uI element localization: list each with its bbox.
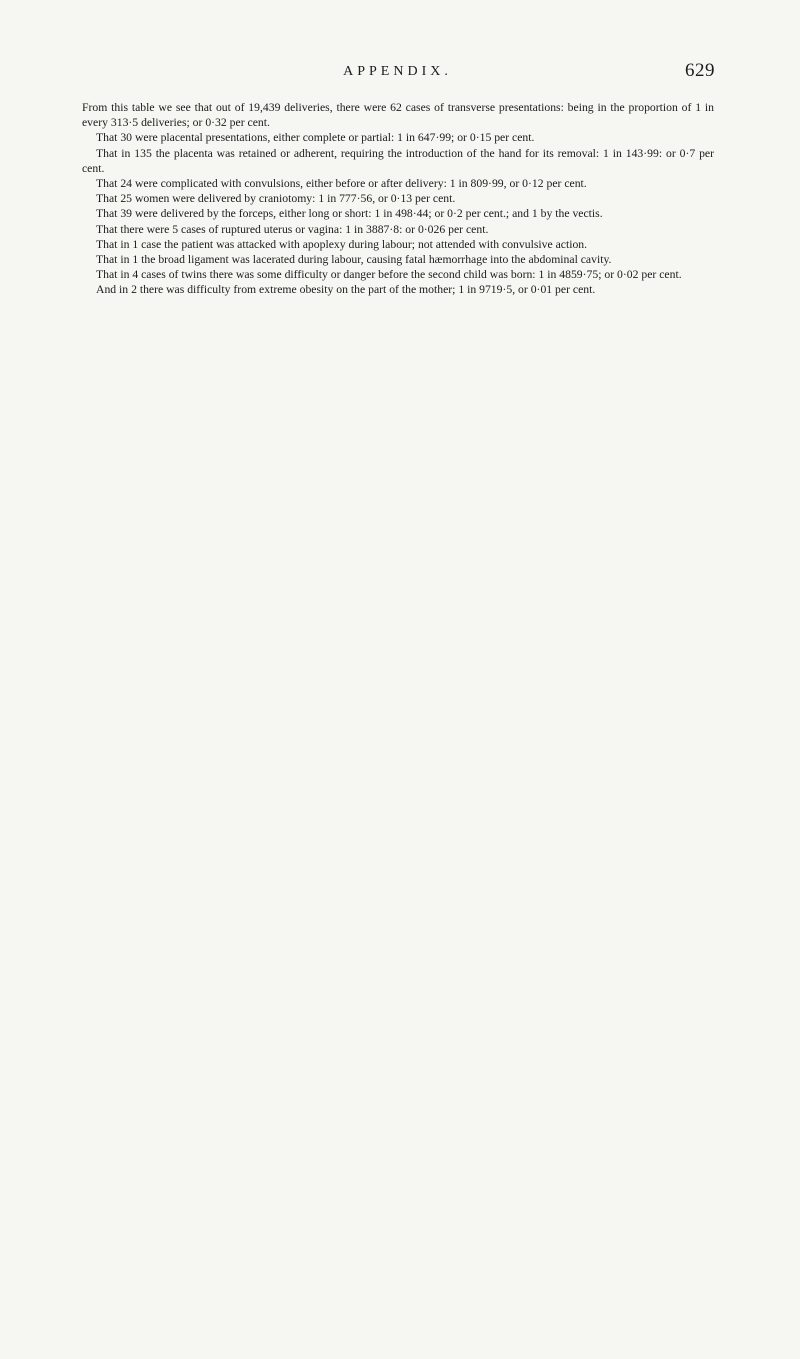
paragraph-apoplexy: That in 1 case the patient was attacked with apoplexy during labour; not attended with convulsive action. xyxy=(96,237,588,251)
paragraph-craniotomy: That 25 women were delivered by craniotomy: 1 in 777·56, or 0·13 per cent. xyxy=(96,192,456,206)
page-number: 629 xyxy=(685,60,715,81)
paragraph-placental-presentations: That 30 were placental presentations, either complete or partial: 1 in 647·99; or 0·15 per cent. xyxy=(96,131,535,145)
paragraph-intro: From this table we see that out of 19,439 deliveries, there were 62 cases of transverse presentations: being in the proportion of 1 in every 313·5 deliveries; or 0·32 per cent. xyxy=(82,101,714,130)
paragraph-obesity: And in 2 there was difficulty from extreme obesity on the part of the mother; 1 in 9719·5, or 0·01 per cent. xyxy=(96,283,596,297)
paragraph-twins: That in 4 cases of twins there was some difficulty or danger before the second child was born: 1 in 4859·75; or 0·02 per cent. xyxy=(96,268,682,282)
paragraph-forceps: That 39 were delivered by the forceps, either long or short: 1 in 498·44; or 0·2 per cent.; and 1 by the vectis. xyxy=(96,207,603,221)
body-text xyxy=(82,100,714,298)
paragraph-broad-ligament: That in 1 the broad ligament was lacerated during labour, causing fatal hæmorrhage into the abdominal cavity. xyxy=(96,253,612,267)
running-head xyxy=(80,60,715,86)
paragraph-ruptured-uterus: That there were 5 cases of ruptured uterus or vagina: 1 in 3887·8: or 0·026 per cent. xyxy=(96,222,489,236)
running-title: APPENDIX. xyxy=(343,64,452,79)
paragraph-retained-placenta: That in 135 the placenta was retained or adherent, requiring the introduction of the hand for its removal: 1 in 143·99: or 0·7 per cent. xyxy=(82,146,714,175)
paragraph-convulsions: That 24 were complicated with convulsions, either before or after delivery: 1 in 809·99, or 0·12 per cent. xyxy=(96,177,587,191)
